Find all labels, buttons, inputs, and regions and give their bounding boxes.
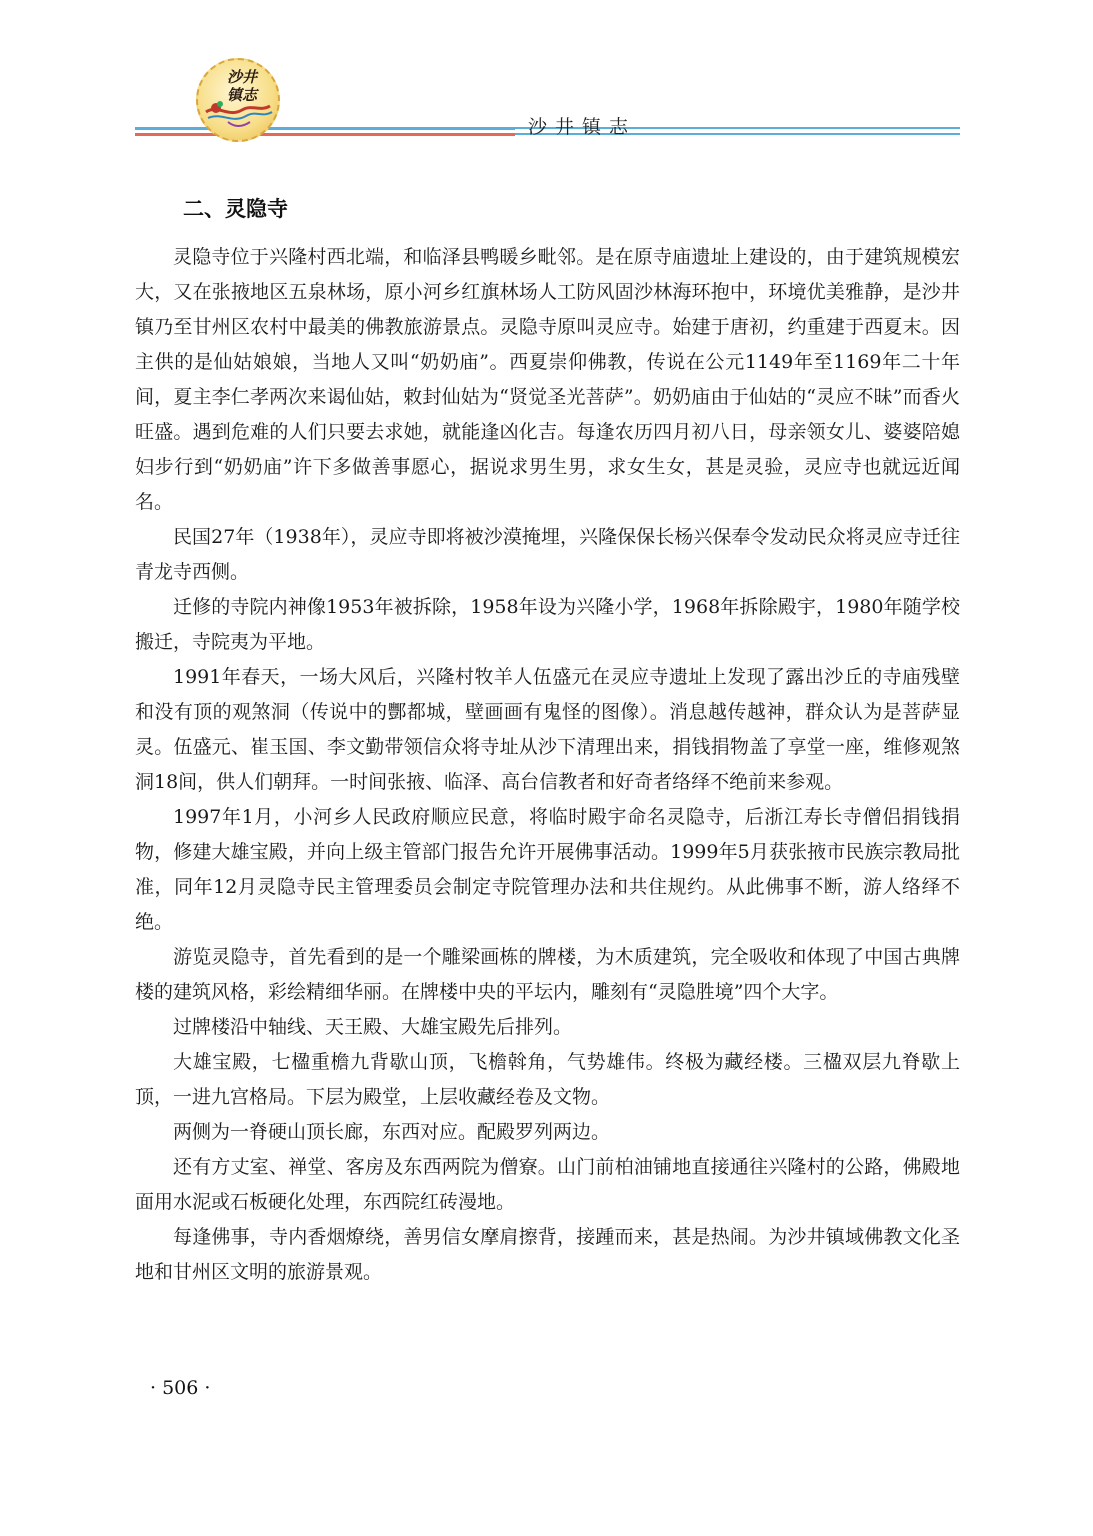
- badge-line-1: 沙井: [226, 68, 257, 86]
- header-rule-red: [135, 133, 515, 136]
- badge-line-2: 镇志: [226, 86, 257, 104]
- page-number: · 506 ·: [150, 1377, 211, 1399]
- paragraph: 大雄宝殿，七楹重檐九背歇山顶，飞檐斡角，气势雄伟。终极为藏经楼。三楹双层九脊歇上顶，一进九宫格局。下层为殿堂，上层收藏经卷及文物。: [135, 1051, 960, 1108]
- running-title: 沙井镇志: [528, 116, 637, 138]
- paragraph: 迁修的寺院内神像1953年被拆除，1958年设为兴隆小学，1968年拆除殿宇，1980年随学校搬迁，寺院夷为平地。: [135, 596, 960, 653]
- paragraph: 两侧为一脊硬山顶长廊，东西对应。配殿罗列两边。: [173, 1121, 611, 1143]
- page-header: [0, 0, 1093, 150]
- paragraph: 每逢佛事，寺内香烟燎绕，善男信女摩肩擦背，接踵而来，甚是热闹。为沙井镇域佛教文化圣地和甘州区文明的旅游景观。: [135, 1226, 960, 1283]
- paragraph: 灵隐寺位于兴隆村西北端，和临泽县鸭暖乡毗邻。是在原寺庙遗址上建设的，由于建筑规模宏大，又在张掖地区五泉林场，原小河乡红旗林场人工防风固沙林海环抱中，环境优美雅静，是沙井镇乃至甘州区农村中最美的佛教旅游景点。灵隐寺原叫灵应寺。始建于唐初，约重建于西夏末。因主供的是仙姑娘娘，当地人又叫“奶奶庙”。西夏崇仰佛教，传说在公元1149年至1169年二十年间，夏主李仁孝两次来谒仙姑，敕封仙姑为“贤觉圣光菩萨”。奶奶庙由于仙姑的“灵应不昧”而香火旺盛。遇到危难的人们只要去求她，就能逢凶化吉。每逢农历四月初八日，母亲领女儿、婆婆陪媳妇步行到“奶奶庙”许下多做善事愿心，据说求男生男，求女生女，甚是灵验，灵应寺也就远近闻名。: [135, 246, 960, 513]
- header-rule-blue: [135, 127, 515, 130]
- paragraph: 游览灵隐寺，首先看到的是一个雕梁画栋的牌楼，为木质建筑，完全吸收和体现了中国古典牌楼的建筑风格，彩绘精细华丽。在牌楼中央的平坛内，雕刻有“灵隐胜境”四个大字。: [135, 946, 960, 1003]
- body-text: [135, 240, 960, 1290]
- paragraph: 民国27年（1938年），灵应寺即将被沙漠掩埋，兴隆保保长杨兴保奉令发动民众将灵应寺迁往青龙寺西侧。: [135, 526, 960, 583]
- book-logo-badge: [196, 58, 280, 142]
- paragraph: 还有方丈室、禅堂、客房及东西两院为僧寮。山门前柏油铺地直接通往兴隆村的公路，佛殿地面用水泥或石板硬化处理，东西院红砖漫地。: [135, 1156, 960, 1213]
- paragraph: 1991年春天，一场大风后，兴隆村牧羊人伍盛元在灵应寺遗址上发现了露出沙丘的寺庙残壁和没有顶的观煞洞（传说中的酆都城，壁画画有鬼怪的图像）。消息越传越神，群众认为是菩萨显灵。伍盛元、崔玉国、李文勤带领信众将寺址从沙下清理出来，捐钱捐物盖了享堂一座，维修观煞洞18间，供人们朝拜。一时间张掖、临泽、高台信教者和好奇者络绎不绝前来参观。: [135, 666, 960, 793]
- paragraph: 过牌楼沿中轴线、天王殿、大雄宝殿先后排列。: [173, 1016, 573, 1038]
- paragraph: 1997年1月，小河乡人民政府顺应民意，将临时殿宇命名灵隐寺，后浙江寿长寺僧侣捐钱捐物，修建大雄宝殿，并向上级主管部门报告允许开展佛事活动。1999年5月获张掖市民族宗教局批准，同年12月灵隐寺民主管理委员会制定寺院管理办法和共住规约。从此佛事不断，游人络绎不绝。: [135, 806, 960, 933]
- section-title: 二、灵隐寺: [183, 197, 288, 221]
- badge-text: [220, 68, 264, 104]
